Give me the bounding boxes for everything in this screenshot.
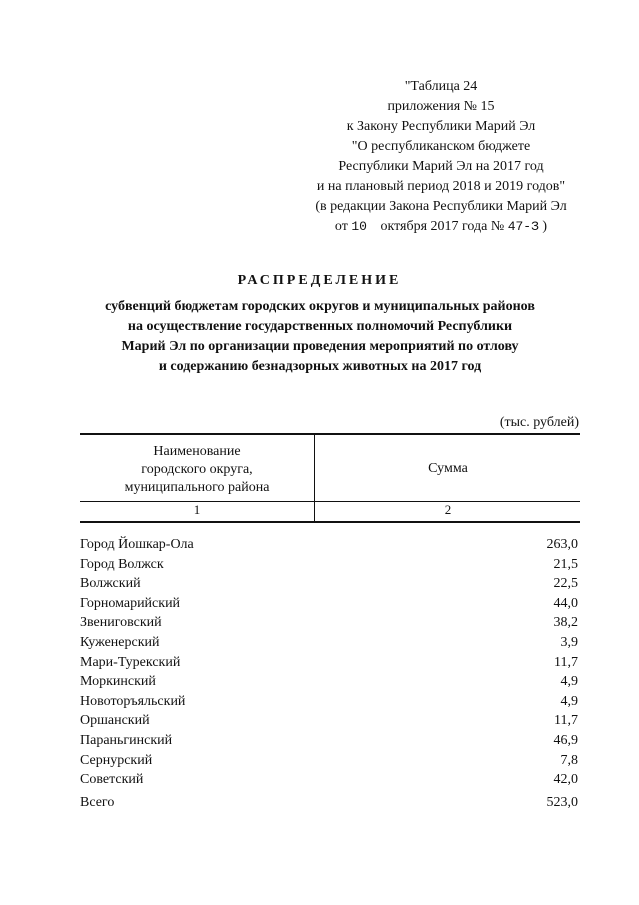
total-row bbox=[80, 793, 580, 813]
row-name: Моркинский bbox=[80, 674, 156, 690]
table-row bbox=[80, 672, 580, 692]
total-value: 523,0 bbox=[546, 795, 578, 810]
row-value: 4,9 bbox=[560, 674, 578, 690]
row-name: Советский bbox=[80, 772, 144, 788]
table-header bbox=[80, 433, 580, 523]
column-header-line: Наименование bbox=[153, 444, 241, 459]
row-value: 22,5 bbox=[553, 576, 578, 592]
table-row bbox=[80, 692, 580, 712]
subtitle-line: Марий Эл по организации проведения мероприятий по отлову bbox=[121, 339, 519, 354]
column-header-line: городского округа, bbox=[141, 462, 253, 477]
row-name: Звениговский bbox=[80, 615, 162, 631]
table-row bbox=[80, 770, 580, 790]
number-label: № bbox=[490, 219, 505, 234]
row-value: 11,7 bbox=[554, 713, 578, 729]
table-row bbox=[80, 731, 580, 751]
document-title: РАСПРЕДЕЛЕНИЕ bbox=[237, 273, 402, 288]
row-name: Город Йошкар-Ола bbox=[80, 537, 194, 552]
table-row bbox=[80, 613, 580, 633]
header-line: к Закону Республики Марий Эл bbox=[346, 119, 536, 134]
header-date-line bbox=[300, 217, 582, 237]
column-number-2: 2 bbox=[444, 502, 452, 517]
row-value: 38,2 bbox=[553, 615, 578, 631]
table-row bbox=[80, 535, 580, 555]
date-month-year: октября 2017 года bbox=[380, 219, 488, 234]
column-header-amount: Сумма bbox=[428, 461, 468, 476]
column-header-name bbox=[80, 443, 314, 497]
row-name: Новоторъяльский bbox=[80, 693, 186, 709]
total-label: Всего bbox=[80, 795, 115, 810]
table-row bbox=[80, 555, 580, 575]
column-divider bbox=[314, 435, 315, 521]
date-prefix: от bbox=[334, 219, 348, 234]
row-name: Параньгинский bbox=[80, 732, 173, 748]
header-line: "Таблица 24 bbox=[404, 79, 478, 94]
header-line: Республики Марий Эл на 2017 год bbox=[338, 159, 544, 174]
row-value: 11,7 bbox=[554, 654, 578, 670]
row-value: 7,8 bbox=[560, 752, 578, 768]
row-value: 4,9 bbox=[560, 693, 578, 709]
date-day: 10 bbox=[351, 219, 367, 234]
row-value: 42,0 bbox=[553, 772, 578, 788]
table-row bbox=[80, 574, 580, 594]
header-line: (в редакции Закона Республики Марий Эл bbox=[315, 199, 567, 214]
table-body bbox=[80, 535, 580, 790]
column-header-line: муниципального района bbox=[124, 480, 270, 495]
row-name: Город Волжск bbox=[80, 556, 164, 572]
row-name: Мари-Турекский bbox=[80, 654, 181, 670]
table-row bbox=[80, 751, 580, 771]
law-number: 47-З bbox=[507, 219, 539, 234]
document-subtitle bbox=[60, 297, 580, 377]
subtitle-line: и содержанию безнадзорных животных на 2017 год bbox=[158, 359, 482, 374]
row-name: Сернурский bbox=[80, 752, 153, 768]
row-value: 263,0 bbox=[546, 537, 578, 552]
table-row bbox=[80, 711, 580, 731]
row-value: 44,0 bbox=[553, 595, 578, 611]
table-row bbox=[80, 594, 580, 614]
appendix-header bbox=[300, 77, 582, 237]
column-number-1: 1 bbox=[193, 502, 201, 517]
header-line: "О республиканском бюджете bbox=[351, 139, 531, 154]
table-row bbox=[80, 653, 580, 673]
row-value: 21,5 bbox=[553, 556, 578, 572]
subtitle-line: субвенций бюджетам городских округов и муниципальных районов bbox=[105, 299, 535, 314]
table-row bbox=[80, 633, 580, 653]
units-label: (тыс. рублей) bbox=[499, 415, 579, 430]
subtitle-line: на осуществление государственных полномочий Республики bbox=[127, 319, 513, 334]
row-value: 3,9 bbox=[560, 634, 578, 650]
row-value: 46,9 bbox=[553, 732, 578, 748]
row-name: Оршанский bbox=[80, 713, 150, 729]
row-name: Волжский bbox=[80, 576, 141, 592]
row-name: Куженерский bbox=[80, 634, 160, 650]
row-name: Горномарийский bbox=[80, 595, 181, 611]
header-line: приложения № 15 bbox=[387, 99, 495, 114]
header-line: и на плановый период 2018 и 2019 годов" bbox=[316, 179, 566, 194]
closing-paren: ) bbox=[542, 219, 548, 234]
